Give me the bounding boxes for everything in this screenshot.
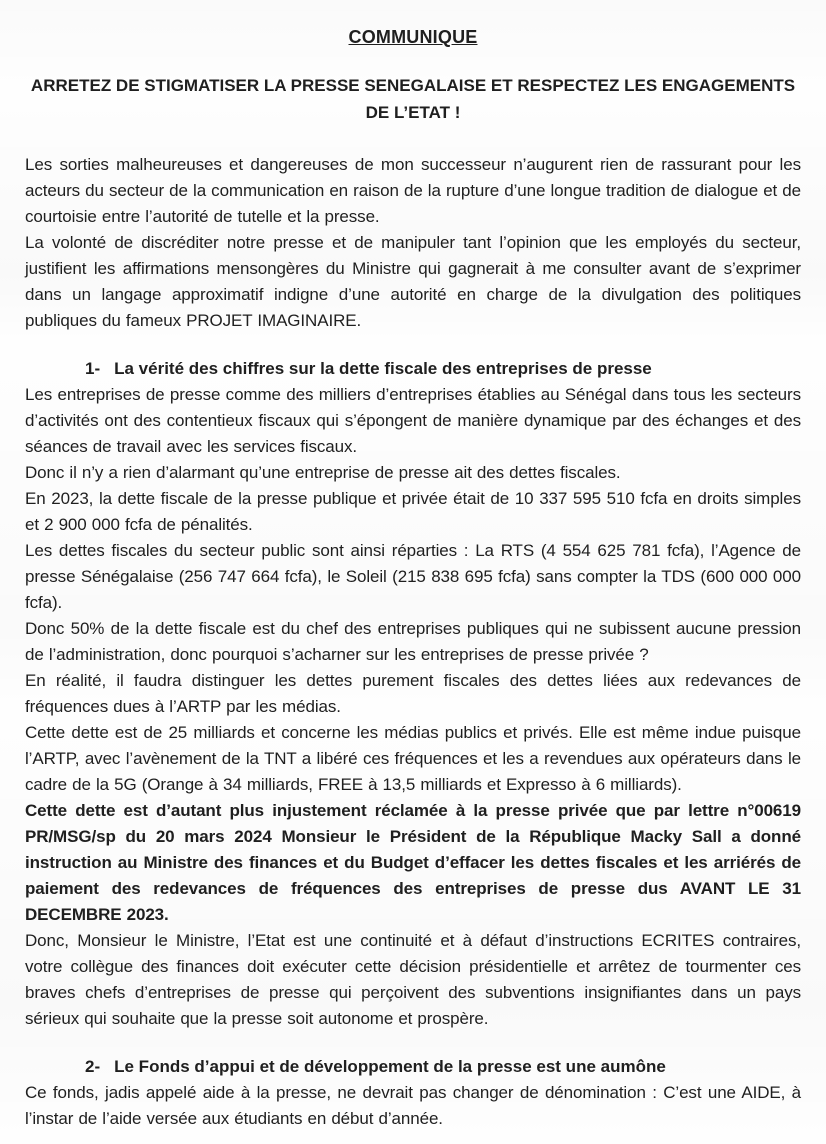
paragraph-bold-presidential-instruction: Cette dette est d’autant plus injustement réclamée à la presse privée que par lettre n°00619 PR/MSG/sp du 20 mars 2024 Monsieur le Président de la République Macky Sall a donné instruction au Ministre des finances et du Budget d’effacer les dettes fiscales et les arriérés de paiement des redevances de fréquences des entreprises de presse dus AVANT LE 31 DECEMBRE 2023. (25, 801, 801, 924)
paragraph: Les entreprises de presse comme des milliers d’entreprises établies au Sénégal dans tous les secteurs d’activités ont des contentieux fiscaux qui s’épongent de manière dynamique par des échanges et des séances de travail avec les services fiscaux. (25, 385, 801, 456)
paragraph: Donc 50% de la dette fiscale est du chef des entreprises publiques qui ne subissent aucune pression de l’administration, donc pourquoi s’acharner sur les entreprises de presse privée ? (25, 619, 801, 664)
section-title: La vérité des chiffres sur la dette fiscale des entreprises de presse (114, 359, 652, 378)
paragraph: Donc il n’y a rien d’alarmant qu’une entreprise de presse ait des dettes fiscales. (25, 463, 621, 482)
paragraph-intro-1: Les sorties malheureuses et dangereuses de mon successeur n’augurent rien de rassurant pour les acteurs du secteur de la communication en raison de la rupture d’une longue tradition de dialogue et de courtoisie entre l’autorité de tutelle et la presse. (25, 155, 801, 226)
paragraph: En réalité, il faudra distinguer les dettes purement fiscales des dettes liées aux redevances de fréquences dues à l’ARTP par les médias. (25, 671, 801, 716)
section-heading-1 (25, 356, 801, 382)
paragraph-intro-2: La volonté de discréditer notre presse et de manipuler tant l’opinion que les employés du secteur, justifient les affirmations mensongères du Ministre qui gagnerait à me consulter avant de s’exprimer dans un langage approximatif indigne d’une autorité en charge de la divulgation des politiques publiques du fameux PROJET IMAGINAIRE. (25, 233, 801, 330)
section-number: 1- (85, 359, 101, 378)
paragraph: En 2023, la dette fiscale de la presse publique et privée était de 10 337 595 510 fcfa en droits simples et 2 900 000 fcfa de pénalités. (25, 489, 801, 534)
document-subtitle: ARRETEZ DE STIGMATISER LA PRESSE SENEGALAISE ET RESPECTEZ LES ENGAGEMENTS DE L’ETAT ! (30, 76, 796, 122)
paragraph: Cette dette est de 25 milliards et concerne les médias publics et privés. Elle est même indue puisque l’ARTP, avec l’avènement de la TNT a libéré ces fréquences et les a revendues aux opérateurs dans le cadre de la 5G (Orange à 34 milliards, FREE à 13,5 milliards et Expresso à 6 milliards). (25, 723, 801, 794)
paragraph: Ce fonds, jadis appelé aide à la presse, ne devrait pas changer de dénomination : C’est une AIDE, à l’instar de l’aide versée aux étudiants en début d’année. (25, 1083, 801, 1128)
section-number: 2- (85, 1057, 101, 1076)
document-title: COMMUNIQUE (348, 27, 478, 47)
paragraph: Donc, Monsieur le Ministre, l’Etat est une continuité et à défaut d’instructions ECRITES contraires, votre collègue des finances doit exécuter cette décision présidentielle et arrêtez de tourmenter ces braves chefs d’entreprises de presse qui perçoivent des subventions insignifiantes dans un pays sérieux qui souhaite que la presse soit autonome et prospère. (25, 931, 801, 1028)
section-heading-2 (25, 1054, 801, 1080)
section-title: Le Fonds d’appui et de développement de la presse est une aumône (114, 1057, 666, 1076)
paragraph: Les dettes fiscales du secteur public sont ainsi réparties : La RTS (4 554 625 781 fcfa), l’Agence de presse Sénégalaise (256 747 664 fcfa), le Soleil (215 838 695 fcfa) sans compter la TDS (600 000 000 fcfa). (25, 541, 801, 612)
